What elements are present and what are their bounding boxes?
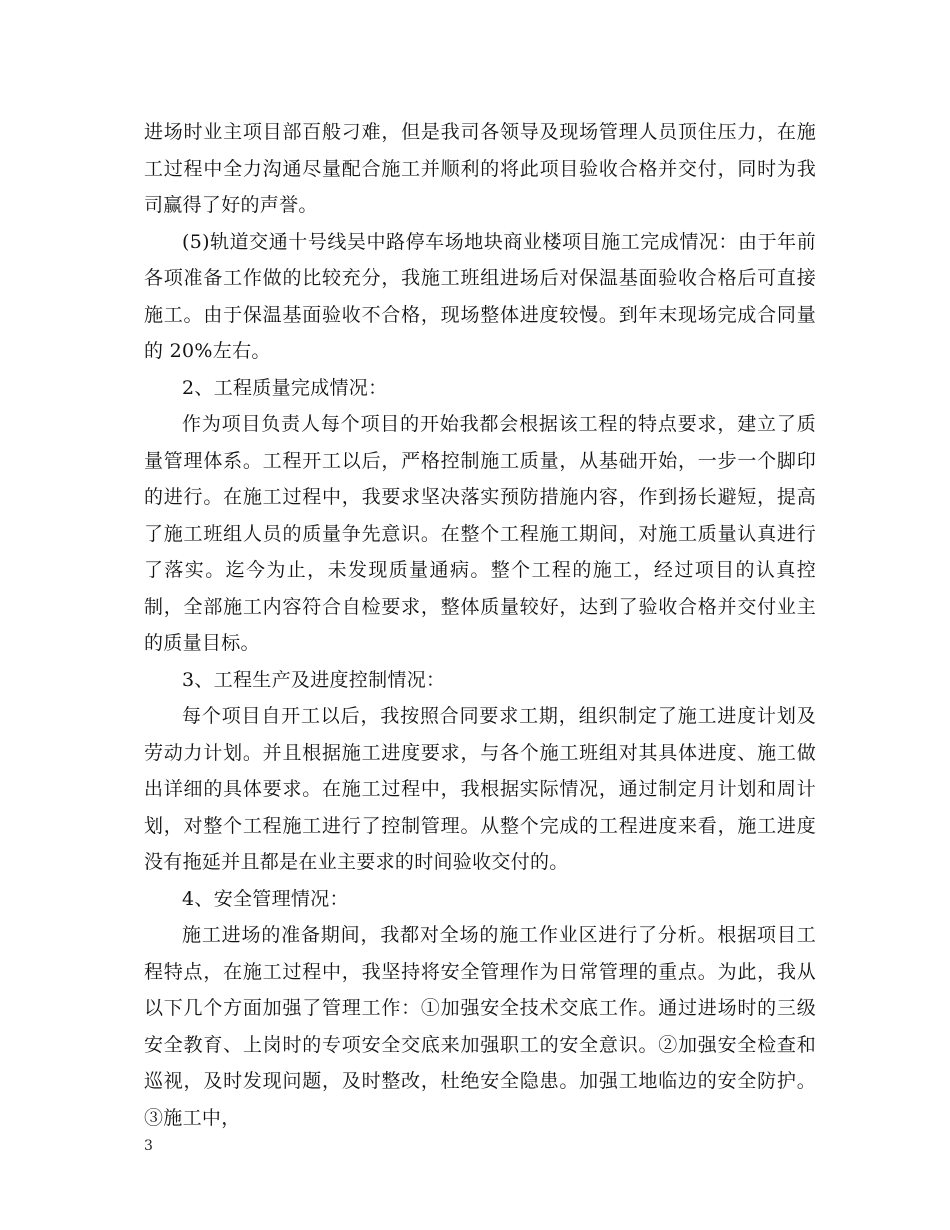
paragraph-progress: 每个项目自开工以后，我按照合同要求工期，组织制定了施工进度计划及劳动力计划。并且根据施工进度要求，与各个施工班组对其具体进度、施工做出详细的具体要求。在施工过程中，我根据实际情况，通过制定月计划和周计划，对整个工程施工进行了控制管理。从整个完成的工程进度来看，施工进度没有拖延并且都是在业主要求的时间验收交付的。: [144, 705, 816, 873]
paragraph-quality: 作为项目负责人每个项目的开始我都会根据该工程的特点要求，建立了质量管理体系。工程开工以后，严格控制施工质量，从基础开始，一步一个脚印的进行。在施工过程中，我要求坚决落实预防措施内容，作到扬长避短，提高了施工班组人员的质量争先意识。在整个工程施工期间，对施工质量认真进行了落实。迄今为止，未发现质量通病。整个工程的施工，经过项目的认真控制，全部施工内容符合自检要求，整体质量较好，达到了验收合格并交付业主的质量目标。: [144, 413, 816, 654]
page-number: 3: [144, 1138, 153, 1154]
paragraph-safety: 施工进场的准备期间，我都对全场的施工作业区进行了分析。根据项目工程特点，在施工过程中，我坚持将安全管理作为日常管理的重点。为此，我从以下几个方面加强了管理工作：①加强安全技术交底工作。通过进场时的三级安全教育、上岗时的专项安全交底来加强职工的安全意识。②加强安全检查和巡视，及时发现问题，及时整改，杜绝安全隐患。加强工地临边的安全防护。③施工中，: [144, 924, 816, 1129]
paragraph-continuation: 进场时业主项目部百般刁难，但是我司各领导及现场管理人员顶住压力，在施工过程中全力沟通尽量配合施工并顺利的将此项目验收合格并交付，同时为我司赢得了好的声誉。: [144, 121, 816, 216]
heading-quality: 2、工程质量完成情况：: [182, 376, 388, 399]
document-body: [144, 114, 816, 1136]
heading-progress: 3、工程生产及进度控制情况：: [182, 668, 446, 691]
paragraph-project-5: (5)轨道交通十号线吴中路停车场地块商业楼项目施工完成情况：由于年前各项准备工作做的比较充分，我施工班组进场后对保温基面验收合格后可直接施工。由于保温基面验收不合格，现场整体进度较慢。到年末现场完成合同量的 20%左右。: [144, 230, 816, 362]
heading-safety: 4、安全管理情况：: [182, 887, 349, 910]
